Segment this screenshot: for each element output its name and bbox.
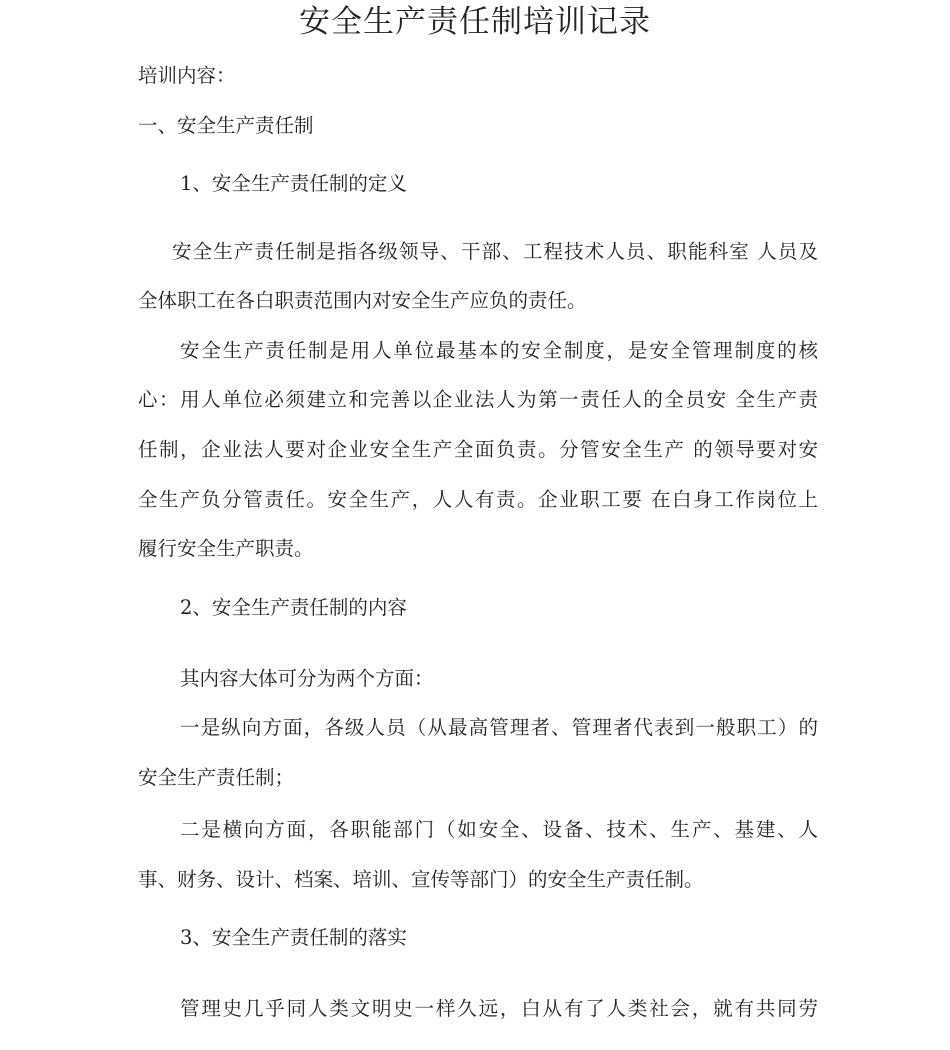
paragraph-5-line-1: 二是横向方面，各职能部门（如安全、设备、技术、生产、基建、人 xyxy=(180,818,818,841)
subheading-implementation: 3、安全生产责任制的落实 xyxy=(180,926,407,949)
paragraph-5-line-2: 事、财务、设计、档案、培训、宣传等部门）的安全生产责任制。 xyxy=(138,868,704,891)
paragraph-2-line-5: 履行安全生产职责。 xyxy=(138,537,314,560)
section-heading-1: 一、安全生产责任制 xyxy=(138,114,314,137)
paragraph-2-line-3: 任制，企业法人要对企业安全生产全面负责。分管安全生产 的领导要对安 xyxy=(138,438,818,461)
paragraph-1-line-2: 全体职工在各白职责范围内对安全生产应负的责任。 xyxy=(138,289,587,312)
paragraph-2-line-1: 安全生产责任制是用人单位最基本的安全制度，是安全管理制度的核 xyxy=(180,339,818,362)
paragraph-3: 其内容大体可分为两个方面： xyxy=(180,667,434,690)
paragraph-4-line-2: 安全生产责任制； xyxy=(138,766,295,789)
paragraph-2-line-2: 心：用人单位必须建立和完善以企业法人为第一责任人的全员安 全生产责 xyxy=(138,388,818,411)
document-title: 安全生产责任制培训记录 xyxy=(299,4,651,40)
paragraph-1-line-1: 安全生产责任制是指各级领导、干部、工程技术人员、职能科室 人员及 xyxy=(172,240,818,263)
subheading-content: 2、安全生产责任制的内容 xyxy=(180,596,407,619)
paragraph-4-line-1: 一是纵向方面，各级人员（从最高管理者、管理者代表到一般职工）的 xyxy=(180,716,818,739)
label-training-content: 培训内容： xyxy=(138,64,236,87)
subheading-definition: 1、安全生产责任制的定义 xyxy=(180,172,407,195)
paragraph-2-line-4: 全生产负分管责任。安全生产，人人有责。企业职工要 在白身工作岗位上 xyxy=(138,488,818,511)
paragraph-6-line-1: 管理史几乎同人类文明史一样久远，白从有了人类社会，就有共同劳 xyxy=(180,997,818,1020)
